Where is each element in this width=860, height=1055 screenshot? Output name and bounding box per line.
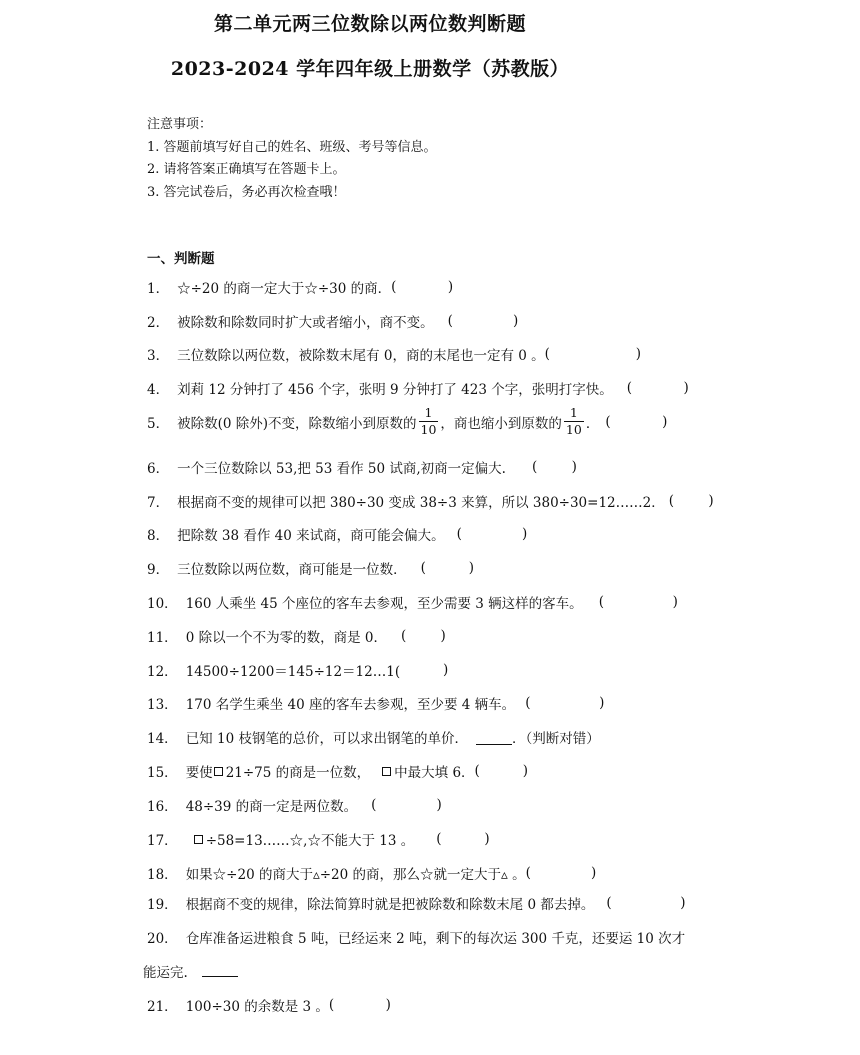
question-number: 20． [147,931,178,947]
question-18 [147,863,596,883]
fraction [564,407,584,436]
square-box-icon [214,767,223,776]
fraction-numerator: 1 [424,405,433,420]
square-box-icon [194,835,203,844]
square-box-icon [382,767,391,776]
question-3 [147,344,641,364]
question-12 [147,660,448,680]
answer-parentheses[interactable]: ( ) [598,594,678,610]
fraction [419,407,439,436]
question-text: 被除数和除数同时扩大或者缩小，商不变。 [177,315,434,331]
question-text: 一个三位数除以 53,把 53 看作 50 试商,初商一定偏大. [177,461,506,477]
question-number: 5． [147,415,170,432]
question-20 [147,927,685,947]
question-text: ，商也缩小到原数的 [440,415,562,432]
question-number: 16． [147,799,178,815]
question-17 [147,829,490,849]
fraction-denominator: 10 [420,421,437,437]
question-number: 4． [147,382,170,398]
question-text: 根据商不变的规律可以把 380÷30 变成 38÷3 来算，所以 380÷30=12……2． [177,495,665,511]
answer-parentheses[interactable]: ( ) [391,279,454,295]
answer-parentheses[interactable]: ( ) [668,493,714,509]
question-number: 3． [147,348,170,364]
question-number: 10． [147,596,178,612]
notes-item: 3. 答完试卷后，务必再次检查哦！ [147,184,346,200]
fraction-denominator: 10 [565,421,582,437]
question-20-continuation [143,961,238,981]
answer-parentheses[interactable]: ( ) [436,831,490,847]
question-number: 13． [147,697,178,713]
question-text: 仓库准备运进粮食 5 吨，已经运来 2 吨，剩下的每次运 300 千克，还要运 10 次才 [185,931,686,947]
answer-blank[interactable] [202,962,238,977]
question-text: 如果☆÷20 的商大于▵÷20 的商，那么☆就一定大于▵ 。 [185,867,526,883]
answer-parentheses[interactable]: ( ) [525,695,605,711]
question-13 [147,693,604,713]
question-8 [147,524,527,544]
question-number: 11． [147,630,178,646]
answer-parentheses[interactable]: ( ) [525,865,597,881]
question-9 [147,558,474,578]
question-text: 14500÷1200＝145÷12＝12…1( [185,664,401,680]
question-number: 1． [147,281,170,297]
answer-parentheses[interactable]: ( ) [474,763,528,779]
question-text: 要使 [185,765,213,781]
question-text: ． [585,415,600,432]
question-2 [147,311,518,331]
fraction-numerator: 1 [569,405,578,420]
answer-parentheses[interactable]: ( ) [456,526,528,542]
notes-item: 2. 请将答案正确填写在答题卡上。 [147,162,346,177]
answer-parentheses[interactable]: ( ) [400,628,446,644]
question-text: 0 除以一个不为零的数，商是 0． [185,630,387,646]
question-1 [147,277,453,297]
notes-item: 1. 答题前填写好自己的姓名、班级、考号等信息。 [147,139,437,155]
question-text: 160 人乘坐 45 个座位的客车去参观，至少需要 3 辆这样的客车。 [185,596,583,612]
notes-heading: 注意事项： [147,117,213,132]
answer-parentheses[interactable]: ( ) [626,380,689,396]
document-subtitle: 2023-2024 学年四年级上册数学（苏教版） [170,58,570,80]
question-text: 100÷30 的余数是 3 。 [185,999,329,1015]
question-text: 48÷39 的商一定是两位数。 [185,799,358,815]
question-text: 能运完. [143,965,188,981]
question-text: 170 名学生乘坐 40 座的客车去参观，至少要 4 辆车。 [185,697,516,713]
answer-parentheses[interactable]: ( ) [371,797,442,813]
question-16 [147,795,442,815]
question-number: 2． [147,315,170,331]
question-text: 已知 10 枝钢笔的总价，可以求出钢笔的单价． [185,731,468,747]
answer-parentheses[interactable]: ( ) [328,997,391,1013]
question-text: 三位数除以两位数，被除数末尾有 0，商的末尾也一定有 0 。 [177,348,545,364]
question-text: 根据商不变的规律，除法简算时就是把被除数和除数末尾 0 都去掉。 [185,897,595,913]
question-text: 被除数(0 除外)不变，除数缩小到原数的 [177,415,417,432]
question-number: 15． [147,765,178,781]
question-19 [147,893,686,913]
question-7 [147,491,714,511]
question-text: ÷58=13……☆,☆不能大于 13 。 [205,833,415,849]
question-6 [147,457,577,477]
question-text: ．（判断对错） [511,731,600,747]
question-text: 刘莉 12 分钟打了 456 个字，张明 9 分钟打了 423 个字，张明打字快。 [177,382,613,398]
question-21 [147,995,391,1015]
question-number: 19． [147,897,178,913]
answer-parentheses[interactable]: ( ) [605,413,668,430]
answer-parentheses[interactable]: ( ) [531,459,577,475]
question-14 [147,727,600,747]
notes-block [147,114,437,204]
question-number: 8． [147,528,170,544]
question-number: 9． [147,562,170,578]
answer-parentheses[interactable]: ( ) [544,346,642,362]
question-number: 18． [147,867,178,883]
question-number: 17． [147,833,178,849]
question-number: 12． [147,664,178,680]
question-number: 6． [147,461,170,477]
question-text: 21÷75 的商是一位数， [225,765,371,781]
question-5 [147,407,667,436]
section-heading: 一、判断题 [147,251,215,267]
question-text: 三位数除以两位数，商可能是一位数． [177,562,407,578]
question-10 [147,592,678,612]
question-text: 把除数 38 看作 40 来试商，商可能会偏大。 [177,528,445,544]
question-text: 中最大填 6． [394,765,475,781]
question-number: 21． [147,999,178,1015]
answer-blank[interactable] [476,730,512,745]
question-text: ☆÷20 的商一定大于☆÷30 的商． [177,281,392,297]
answer-parentheses[interactable]: ) [400,662,449,678]
question-4 [147,378,689,398]
question-15 [147,761,528,781]
question-number: 14． [147,731,178,747]
answer-parentheses[interactable]: ( ) [447,313,519,329]
document-title: 第二单元两三位数除以两位数判断题 [213,13,526,35]
question-11 [147,626,446,646]
answer-parentheses[interactable]: ( ) [420,560,475,576]
answer-parentheses[interactable]: ( ) [606,895,686,911]
question-number: 7． [147,495,170,511]
